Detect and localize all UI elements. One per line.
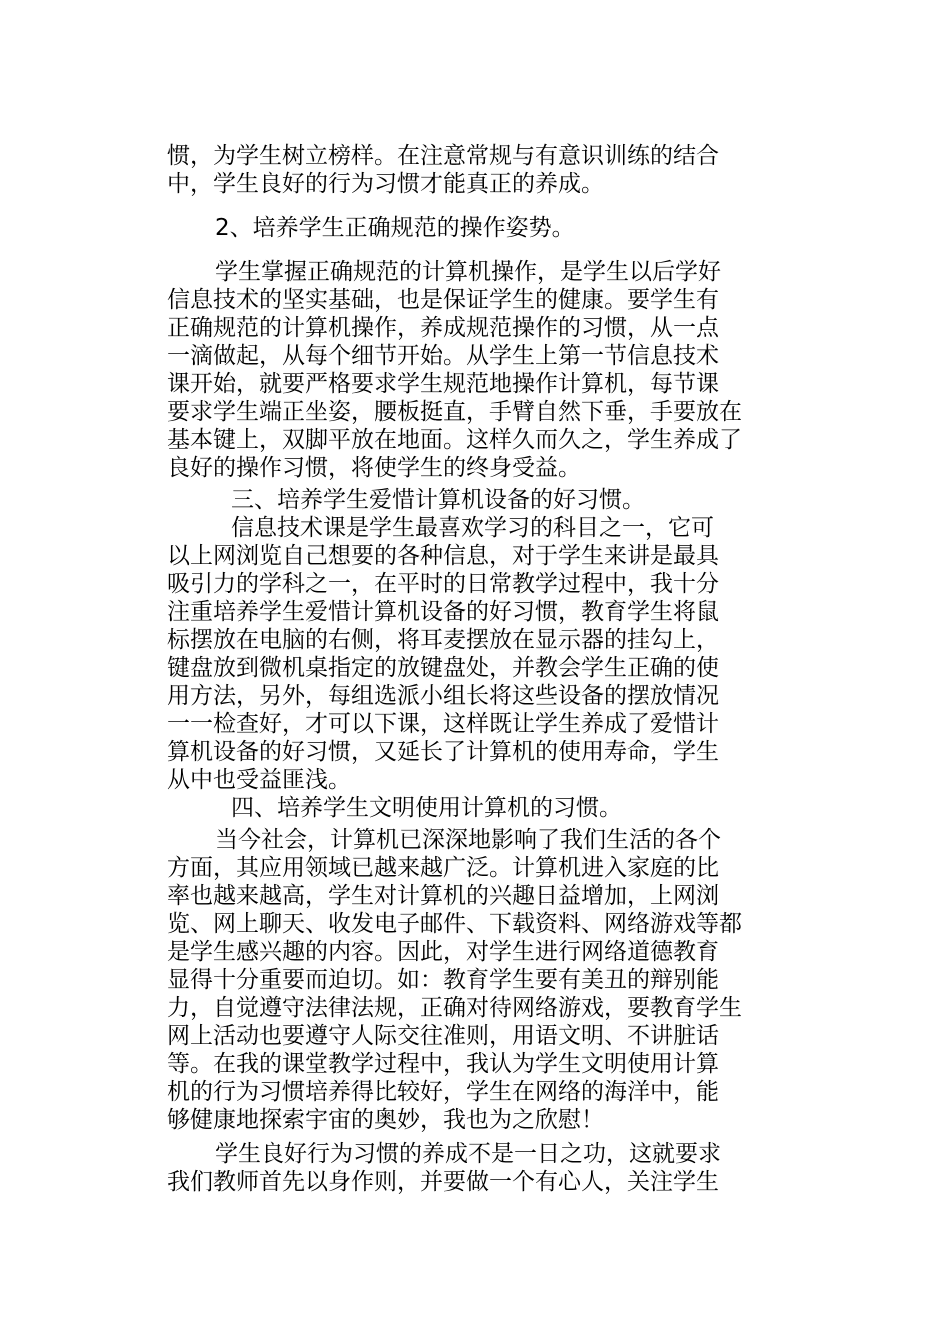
text-line: 学生掌握正确规范的计算机操作，是学生以后学好: [215, 259, 721, 285]
text-line: 方面，其应用领域已越来越广泛。计算机进入家庭的比: [167, 855, 719, 881]
text-line: 键盘放到微机桌指定的放键盘处，并教会学生正确的使: [167, 655, 719, 681]
text-line: 当今社会，计算机已深深地影响了我们生活的各个: [215, 827, 721, 853]
text-line: 等。在我的课堂教学过程中，我认为学生文明使用计算: [167, 1051, 719, 1077]
text-line: 一滴做起，从每个细节开始。从学生上第一节信息技术: [167, 343, 719, 369]
text-line: 览、网上聊天、收发电子邮件、下载资料、网络游戏等都: [167, 911, 742, 937]
text-line: 信息技术的坚实基础，也是保证学生的健康。要学生有: [167, 287, 719, 313]
section-heading: 2、培养学生正确规范的操作姿势。: [215, 215, 575, 241]
text-line: 课开始，就要严格要求学生规范地操作计算机，每节课: [167, 371, 719, 397]
text-line: 够健康地探索宇宙的奥妙，我也为之欣慰！: [167, 1107, 604, 1133]
text-line: 吸引力的学科之一，在平时的日常教学过程中，我十分: [167, 571, 719, 597]
text-line: 显得十分重要而迫切。如：教育学生要有美丑的辩别能: [167, 967, 719, 993]
text-line: 标摆放在电脑的右侧，将耳麦摆放在显示器的挂勾上，: [167, 627, 719, 653]
text-line: 用方法，另外，每组选派小组长将这些设备的摆放情况: [167, 683, 719, 709]
text-line: 中，学生良好的行为习惯才能真正的养成。: [167, 171, 604, 197]
section-heading: 三、培养学生爱惜计算机设备的好习惯。: [231, 487, 645, 513]
text-line: 我们教师首先以身作则，并要做一个有心人，关注学生: [167, 1169, 719, 1195]
text-line: 正确规范的计算机操作，养成规范操作的习惯，从一点: [167, 315, 719, 341]
text-line: 良好的操作习惯，将使学生的终身受益。: [167, 455, 581, 481]
text-line: 算机设备的好习惯，又延长了计算机的使用寿命，学生: [167, 739, 719, 765]
text-line: 信息技术课是学生最喜欢学习的科目之一，它可: [231, 515, 714, 541]
text-line: 以上网浏览自己想要的各种信息，对于学生来讲是最具: [167, 543, 719, 569]
text-line: 一一检查好，才可以下课，这样既让学生养成了爱惜计: [167, 711, 719, 737]
text-line: 机的行为习惯培养得比较好，学生在网络的海洋中，能: [167, 1079, 719, 1105]
text-line: 基本键上，双脚平放在地面。这样久而久之，学生养成了: [167, 427, 742, 453]
text-line: 惯，为学生树立榜样。在注意常规与有意识训练的结合: [167, 143, 719, 169]
text-line: 力，自觉遵守法律法规，正确对待网络游戏，要教育学生: [167, 995, 742, 1021]
text-line: 是学生感兴趣的内容。因此，对学生进行网络道德教育: [167, 939, 719, 965]
text-line: 要求学生端正坐姿，腰板挺直，手臂自然下垂，手要放在: [167, 399, 742, 425]
section-heading: 四、培养学生文明使用计算机的习惯。: [231, 795, 622, 821]
text-line: 率也越来越高，学生对计算机的兴趣日益增加，上网浏: [167, 883, 719, 909]
text-line: 网上活动也要遵守人际交往准则，用语文明、不讲脏话: [167, 1023, 719, 1049]
text-line: 注重培养学生爱惜计算机设备的好习惯，教育学生将鼠: [167, 599, 719, 625]
text-line: 从中也受益匪浅。: [167, 767, 351, 793]
text-line: 学生良好行为习惯的养成不是一日之功，这就要求: [215, 1141, 721, 1167]
